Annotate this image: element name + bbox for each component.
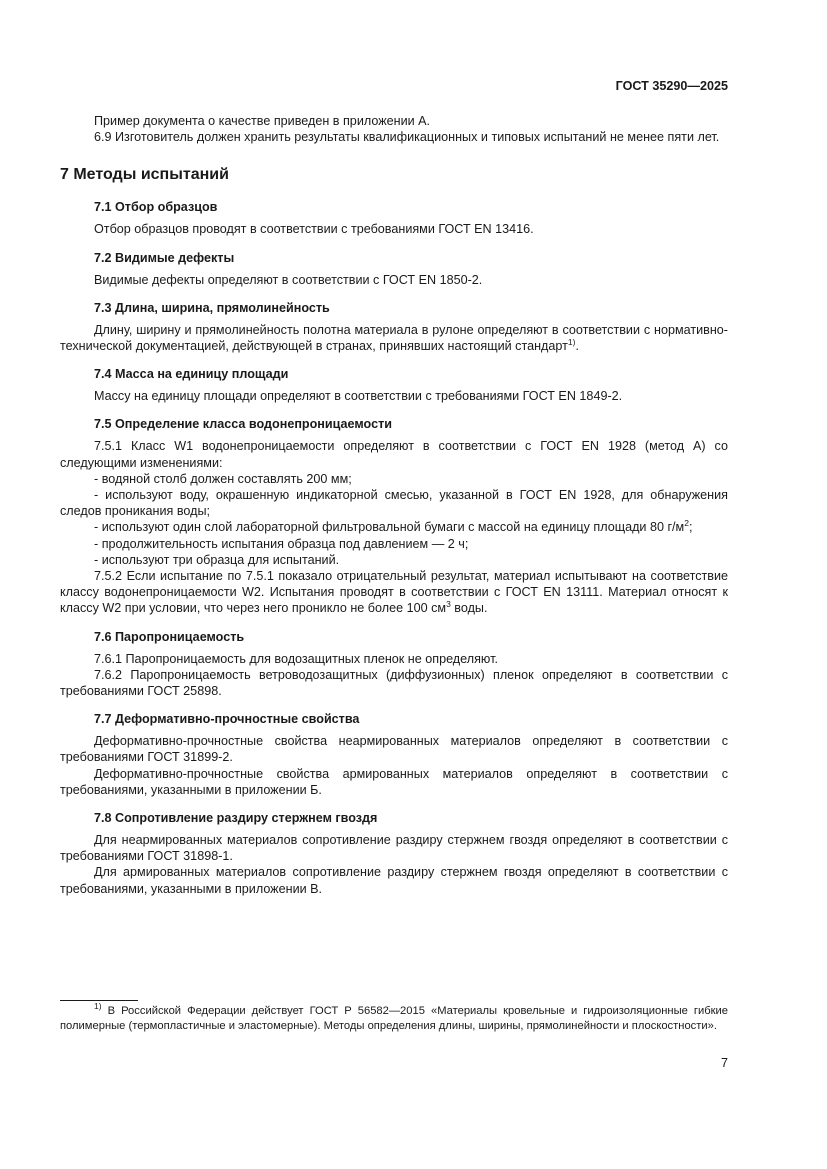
subsection-7-6-heading: 7.6 Паропроницаемость xyxy=(94,629,245,644)
list-item: - используют воду, окрашенную индикаторной смесью, указанной в ГОСТ EN 1928, для обнаружения следов проникания воды; xyxy=(60,488,728,519)
clause-7-5-2 xyxy=(60,568,728,617)
subsection-7-3-end: . xyxy=(575,339,579,354)
subsection-7-3-text xyxy=(60,322,728,354)
subsection-7-7-p1: Деформативно-прочностные свойства неармированных материалов определяют в соответствии с требованиями ГОСТ 31899-2. xyxy=(60,734,728,765)
clause-7-5-1: 7.5.1 Класс W1 водонепроницаемости определяют в соответствии с ГОСТ EN 1928 (метод А) со следующими изменениями: xyxy=(60,439,728,470)
subsection-7-8-p1: Для неармированных материалов сопротивление раздиру стержнем гвоздя определяют в соответствии с требованиями ГОСТ 31898-1. xyxy=(60,833,728,864)
subsection-7-4-heading: 7.4 Масса на единицу площади xyxy=(94,367,289,382)
footnote xyxy=(60,1001,728,1034)
subsection-7-3-body: Длину, ширину и прямолинейность полотна материала в рулоне определяют в соответствии с нормативно-технической документацией, действующей в странах, принявших настоящий стандарт xyxy=(60,322,728,354)
page-number: 7 xyxy=(720,1056,728,1070)
list-item xyxy=(60,519,728,535)
document-header: ГОСТ 35290—2025 xyxy=(615,79,728,93)
clause-7-6-1: 7.6.1 Паропроницаемость для водозащитных пленок не определяют. xyxy=(94,651,498,666)
page-content xyxy=(60,113,728,897)
footnote-reference[interactable]: 1) xyxy=(567,337,576,348)
clause-6-9: 6.9 Изготовитель должен хранить результаты квалификационных и типовых испытаний не менее пяти лет. xyxy=(94,130,720,145)
clause-7-5-2-body: 7.5.2 Если испытание по 7.5.1 показало отрицательный результат, материал испытывают на соответствие классу водонепроницаемости W2. Испытания проводят в соответствии с ГОСТ EN 13111. Материал относят к классу W2 при условии, что через него проникло не более 100 см xyxy=(60,569,728,616)
superscript: 3 xyxy=(446,599,451,610)
subsection-7-7-heading: 7.7 Деформативно-прочностные свойства xyxy=(94,712,360,727)
subsection-7-1-text: Отбор образцов проводят в соответствии с требованиями ГОСТ EN 13416. xyxy=(94,222,534,237)
subsection-7-4-text: Массу на единицу площади определяют в соответствии с требованиями ГОСТ EN 1849-2. xyxy=(94,389,623,404)
subsection-7-8-heading: 7.8 Сопротивление раздиру стержнем гвоздя xyxy=(94,811,378,826)
clause-7-6-2: 7.6.2 Паропроницаемость ветроводозащитных (диффузионных) пленок определяют в соответствии с требованиями ГОСТ 25898. xyxy=(60,667,728,699)
list-item-text: - используют один слой лабораторной фильтровальной бумаги с массой на единицу площади 80 г/м xyxy=(94,520,685,535)
section-7-heading: 7 Методы испытаний xyxy=(60,166,229,184)
list-item-end: ; xyxy=(688,520,693,535)
clause-7-5-2-end: воды. xyxy=(450,601,488,616)
intro-paragraph: Пример документа о качестве приведен в приложении А. xyxy=(94,114,431,128)
superscript: 2 xyxy=(684,518,689,529)
list-item: - продолжительность испытания образца под давлением — 2 ч; xyxy=(94,536,469,551)
footnote-text: В Российской Федерации действует ГОСТ Р 56582—2015 «Материалы кровельные и гидроизоляционные гибкие полимерные (термопластичные и эластомерные). Методы определения длины, ширины, прямолинейности и плоскостности». xyxy=(60,1005,728,1032)
subsection-7-5-heading: 7.5 Определение класса водонепроницаемости xyxy=(94,417,392,432)
list-item: - водяной столб должен составлять 200 мм; xyxy=(94,471,352,486)
subsection-7-2-heading: 7.2 Видимые дефекты xyxy=(94,250,235,265)
subsection-7-1-heading: 7.1 Отбор образцов xyxy=(94,200,218,215)
subsection-7-2-text: Видимые дефекты определяют в соответствии с ГОСТ EN 1850-2. xyxy=(94,272,483,287)
subsection-7-8-p2: Для армированных материалов сопротивление раздиру стержнем гвоздя определяют в соответствии с требованиями, указанными в приложении В. xyxy=(60,865,728,896)
footnote-mark: 1) xyxy=(94,1001,102,1011)
subsection-7-3-heading: 7.3 Длина, ширина, прямолинейность xyxy=(94,300,330,315)
subsection-7-7-p2: Деформативно-прочностные свойства армированных материалов определяют в соответствии с требованиями, указанными в приложении Б. xyxy=(60,766,728,797)
list-item: - используют три образца для испытаний. xyxy=(94,552,340,567)
